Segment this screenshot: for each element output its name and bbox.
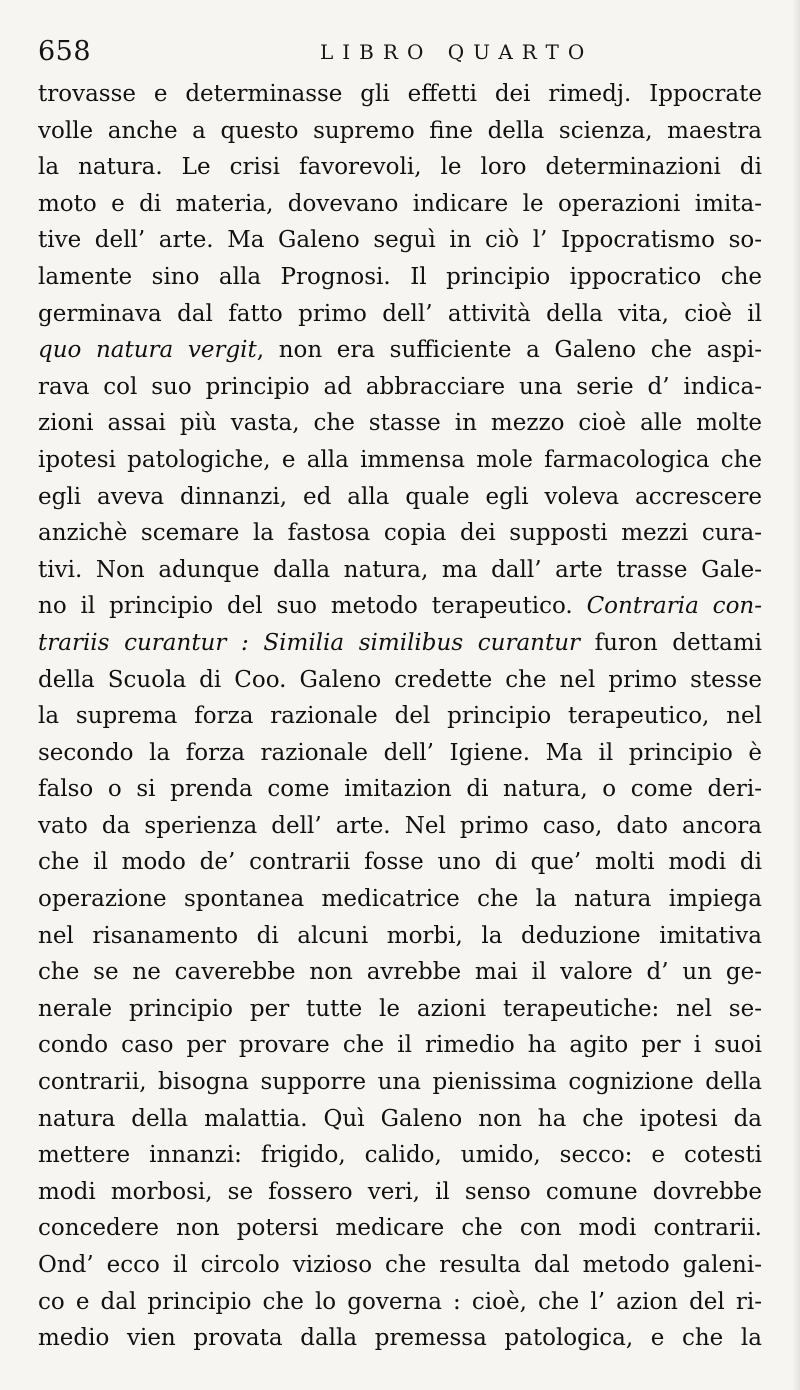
text-line xyxy=(38,515,762,552)
text-span: della Scuola di Coo. Galeno credette che nel primo stesse xyxy=(38,666,762,693)
text-line xyxy=(38,588,762,625)
text-line xyxy=(38,222,762,259)
text-line xyxy=(38,259,762,296)
text-span: furon dettami xyxy=(580,629,762,656)
italic-text-span: quo natura vergit xyxy=(38,337,257,364)
text-line xyxy=(38,76,762,113)
text-line xyxy=(38,1027,762,1064)
text-span: vato da sperienza dell’ arte. Nel primo caso, dato ancora xyxy=(38,812,762,839)
text-span: che il modo de’ contrarii fosse uno di que’ molti modi di xyxy=(38,849,762,876)
page-number: 658 xyxy=(38,36,92,67)
text-span: co e dal principio che lo governa : cioè, che l’ azion del ri- xyxy=(38,1288,762,1315)
italic-text-span: trariis curantur : Similia similibus curantur xyxy=(38,629,581,656)
text-line xyxy=(38,1101,762,1138)
text-span: contrarii, bisogna supporre una pienissima cognizione della xyxy=(38,1069,762,1096)
text-line xyxy=(38,771,762,808)
text-span: egli aveva dinnanzi, ed alla quale egli voleva accrescere xyxy=(38,483,762,510)
text-span: mettere innanzi: frigido, calido, umido, secco: e cotesti xyxy=(38,1142,762,1169)
running-head xyxy=(38,36,762,76)
text-line xyxy=(38,442,762,479)
text-span: tive dell’ arte. Ma Galeno seguì in ciò l’ Ippocratismo so- xyxy=(38,227,762,254)
text-span: che se ne caverebbe non avrebbe mai il valore d’ un ge- xyxy=(38,959,762,986)
body-text xyxy=(38,76,762,1357)
text-line xyxy=(38,1284,762,1321)
text-line xyxy=(38,735,762,772)
text-line xyxy=(38,844,762,881)
text-span: modi morbosi, se fossero veri, il senso comune dovrebbe xyxy=(38,1178,762,1205)
text-span: trovasse e determinasse gli effetti dei rimedj. Ippocrate xyxy=(38,81,762,107)
text-span: moto e di materia, dovevano indicare le operazioni imita- xyxy=(38,190,762,217)
text-line xyxy=(38,186,762,223)
text-line xyxy=(38,479,762,516)
text-line xyxy=(38,1174,762,1211)
italic-text-span: Contraria con- xyxy=(586,593,762,620)
text-line xyxy=(38,1320,762,1357)
text-line xyxy=(38,1210,762,1247)
page-edge-shadow xyxy=(792,0,800,1390)
text-line xyxy=(38,881,762,918)
text-span: tivi. Non adunque dalla natura, ma dall’ arte trasse Gale- xyxy=(38,556,762,583)
text-span: germinava dal fatto primo dell’ attività della vita, cioè il xyxy=(38,300,762,327)
text-line xyxy=(38,1137,762,1174)
text-line xyxy=(38,296,762,333)
text-span: anzichè scemare la fastosa copia dei supposti mezzi cura- xyxy=(38,520,762,547)
text-line xyxy=(38,625,762,662)
text-line xyxy=(38,808,762,845)
text-line xyxy=(38,113,762,150)
text-line xyxy=(38,954,762,991)
text-span: secondo la forza razionale dell’ Igiene. Ma il principio è xyxy=(38,739,762,766)
text-span: ipotesi patologiche, e alla immensa mole farmacologica che xyxy=(38,446,762,473)
text-line xyxy=(38,991,762,1028)
text-line xyxy=(38,149,762,186)
text-line xyxy=(38,405,762,442)
text-span: nel risanamento di alcuni morbi, la deduzione imitativa xyxy=(38,922,762,949)
text-line xyxy=(38,662,762,699)
text-line xyxy=(38,369,762,406)
text-span: lamente sino alla Prognosi. Il principio ippocratico che xyxy=(38,263,762,290)
text-span: medio vien provata dalla premessa patologica, e che la xyxy=(38,1325,762,1352)
text-line xyxy=(38,552,762,589)
text-span: operazione spontanea medicatrice che la natura impiega xyxy=(38,886,762,913)
text-span: Ond’ ecco il circolo vizioso che resulta dal metodo galeni- xyxy=(38,1252,762,1278)
text-line xyxy=(38,698,762,735)
text-span: la natura. Le crisi favorevoli, le loro determinazioni di xyxy=(38,154,762,181)
text-line xyxy=(38,918,762,955)
text-span: volle anche a questo supremo fine della scienza, maestra xyxy=(38,117,762,144)
text-span: concedere non potersi medicare che con modi contrarii. xyxy=(38,1215,762,1242)
running-title: LIBRO QUARTO xyxy=(320,40,594,64)
text-span: , non era sufficiente a Galeno che aspi- xyxy=(256,337,762,364)
text-span: rava col suo principio ad abbracciare una serie d’ indica- xyxy=(38,373,762,400)
text-span: condo caso per provare che il rimedio ha agito per i suoi xyxy=(38,1032,762,1059)
text-line xyxy=(38,1247,762,1284)
text-span: zioni assai più vasta, che stasse in mezzo cioè alle molte xyxy=(38,410,762,437)
text-span: natura della malattia. Quì Galeno non ha che ipotesi da xyxy=(38,1105,762,1132)
text-span: falso o si prenda come imitazion di natura, o come deri- xyxy=(38,776,762,803)
text-line xyxy=(38,1064,762,1101)
text-line xyxy=(38,332,762,369)
text-span: nerale principio per tutte le azioni terapeutiche: nel se- xyxy=(38,995,762,1022)
text-span: no il principio del suo metodo terapeutico. xyxy=(38,593,587,620)
text-span: la suprema forza razionale del principio terapeutico, nel xyxy=(38,703,762,730)
